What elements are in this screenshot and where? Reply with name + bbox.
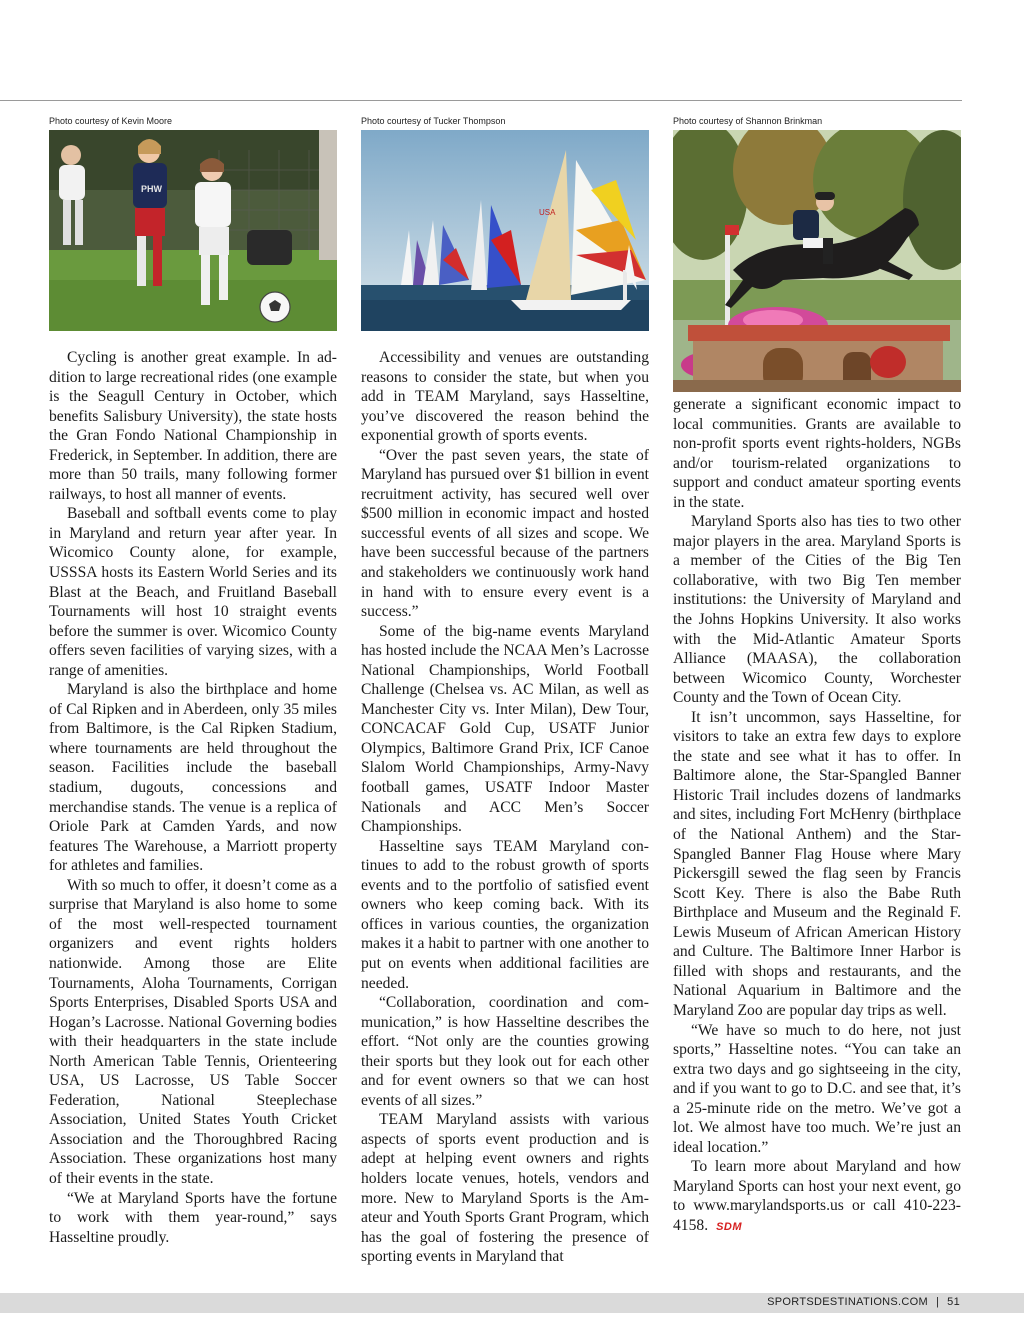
column-1-text [49,348,337,1247]
svg-text:PHW: PHW [141,184,162,194]
photo-credit-1: Photo courtesy of Kevin Moore [49,116,173,126]
paragraph: Maryland is also the birthplace and home of Cal Ripken and in Aberdeen, only 35 miles from Baltimore, is the Cal Ripken Stadium, where tournaments are held throughout the season. Facilities include the baseball stadium, dugouts, concessions and merchandise stands. The venue is a replica of Oriole Park at Camden Yards, and now features The Warehouse, a Marriott property for athletes and families. [49,681,337,875]
column-3-text [673,395,961,1238]
column-2 [361,116,649,1267]
sdm-end-mark: SDM [716,1220,743,1233]
photo-credit-3: Photo courtesy of Shannon Brinkman [673,116,823,126]
paragraph: With so much to offer, it doesn’t come as a surprise that Maryland is also home to some of the most well-respected tournament organizers and event rights holders nationwide. Among those are Elite Tournaments, Aloha Tournaments, Corrigan Sports Enterprises, Disabled Sports USA and Hogan’s Lacrosse. National Governing bodies with their headquarters in the state include North American Table Tennis, Orienteering USA, US Lacrosse, US Table Soccer Federation, National Steeplechase Association, United States Youth Cricket Association and the Thoroughbred Racing Association. These organizations host many of their events in the state. [49,876,337,1187]
column-1 [49,116,337,1247]
photo-sailboats [361,130,649,331]
top-rule [0,100,962,101]
paragraph: Cycling is another great example. In addition to large recreational rides (one example is the Seagull Century in October, which benefits Salisbury University), the state hosts the Gran Fondo National Championship in Frederick, in September. In addition, there are more than 50 trails, many following former railways, to host all manner of events. [49,349,337,503]
photo-girls-soccer [49,130,337,331]
closing-paragraph-text: To learn more about Maryland and how Maryland Sports can host your next event, go to www.marylandsports.us or call 410-223-4158. [673,1158,961,1234]
footer-site: SPORTSDESTINATIONS.COM [767,1296,928,1308]
photo-credit-2: Photo courtesy of Tucker Thompson [361,116,506,126]
paragraph: “We at Maryland Sports have the fortune to work with them year-round,” says Hasseltine proudly. [49,1189,337,1246]
paragraph: Some of the big-name events Maryland has hosted include the NCAA Men’s Lacrosse National Championships, World Football Challenge (Chelsea vs. AC Milan, as well as Manchester City vs. Inter Milan), Dew Tour, CONCACAF Gold Cup, USATF Junior Olympics, Baltimore Grand Prix, ICF Canoe Slalom World Championships, Army-Navy football games, USATF Indoor Master Nationals and ACC Men’s Soccer Championships. [361,622,649,836]
paragraph: Accessibility and venues are outstanding reasons to consider the state, but when you add in TEAM Maryland, says Hasseltine, you’ve discovered the reason behind the exponential growth of sports events. [361,349,649,445]
paragraph: generate a significant economic impact to local communities. Grants are available to non-profit sports event rights-holders, NGBs and/or tourism-related organizations to support and conduct amateur sporting events in the state. [673,396,961,511]
paragraph: Hasseltine says TEAM Maryland continues to add to the robust growth of sports events and to the portfolio of satisfied event owners who keep coming back. With its offices in various counties, the organization makes it a habit to partner with one another to put on events when additional facilities are needed. [361,837,649,992]
paragraph: TEAM Maryland assists with various aspects of sports event production and is adept at helping event owners and rights holders locate venues, hotels, vendors and more. New to Maryland Sports is the Amateur and Youth Sports Grant Program, which has the goal of fostering the presence of sporting events in Maryland that [361,1111,649,1266]
photo-equestrian-jump [673,130,961,392]
svg-text:USA: USA [539,208,556,217]
footer [767,1296,960,1308]
column-3 [673,116,961,1238]
page-number: 51 [947,1296,960,1308]
paragraph: “Over the past seven years, the state of Maryland has pursued over $1 billion in event recruitment activity, has secured well over $500 million in economic impact and hosted successful events of all sizes and scope. We have been successful because of the partners and stakeholders we continuously work hand in hand with to ensure every event is a success.” [361,446,649,621]
paragraph: “Collaboration, coordination and communication,” is how Hasseltine describes the effort. “Not only are the counties growing their sports but they look out for each other and for event owners so that we can host events of all sizes.” [361,994,649,1109]
paragraph: Baseball and softball events come to play in Maryland and return year after year. In Wicomico County alone, for example, USSSA hosts its Eastern World Series and its Blast at the Beach, and Fruitland Baseball Tournaments will host 10 straight events before the summer is over. Wicomico County offers seven facilities of varying sizes, with a range of amenities. [49,505,337,679]
paragraph: It isn’t uncommon, says Hasseltine, for visitors to take an extra few days to explore the state and see what it has to offer. In Baltimore alone, the Star-Spangled Banner Historic Trail includes dozens of landmarks and sites, including Fort McHenry (birthplace of the National Anthem) and the Star-Spangled Banner Flag House where Mary Pickersgill sewed the flag seen by Francis Scott Key. There is also the Babe Ruth Birthplace and Museum and the Reginald F. Lewis Museum of African American History and Culture. The Baltimore Inner Harbor is filled with shops and restaurants, and the National Aquarium in Baltimore and the Maryland Zoo are popular day trips as well. [673,708,961,1019]
footer-separator: | [935,1296,940,1308]
paragraph: “We have so much to do here, not just sports,” Hasseltine notes. “You can take an extra two days and go sightseeing in the city, and if you want to go to D.C. and see that, it’s a 25-minute ride on the metro. We’ve got a lot. We almost have too much. We’re just an ideal location.” [673,1021,961,1156]
paragraph [673,1157,961,1237]
column-2-text [361,348,649,1267]
paragraph: Maryland Sports also has ties to two other major players in the area. Maryland Sports is a member of the Cities of the Big Ten collaborative, with two Big Ten member institutions: the University of Maryland and the Johns Hopkins University. It also works with the Mid-Atlantic Amateur Sports Alliance (MAASA), the collaboration between Wicomico County, Worchester County and the Town of Ocean City. [673,513,961,707]
